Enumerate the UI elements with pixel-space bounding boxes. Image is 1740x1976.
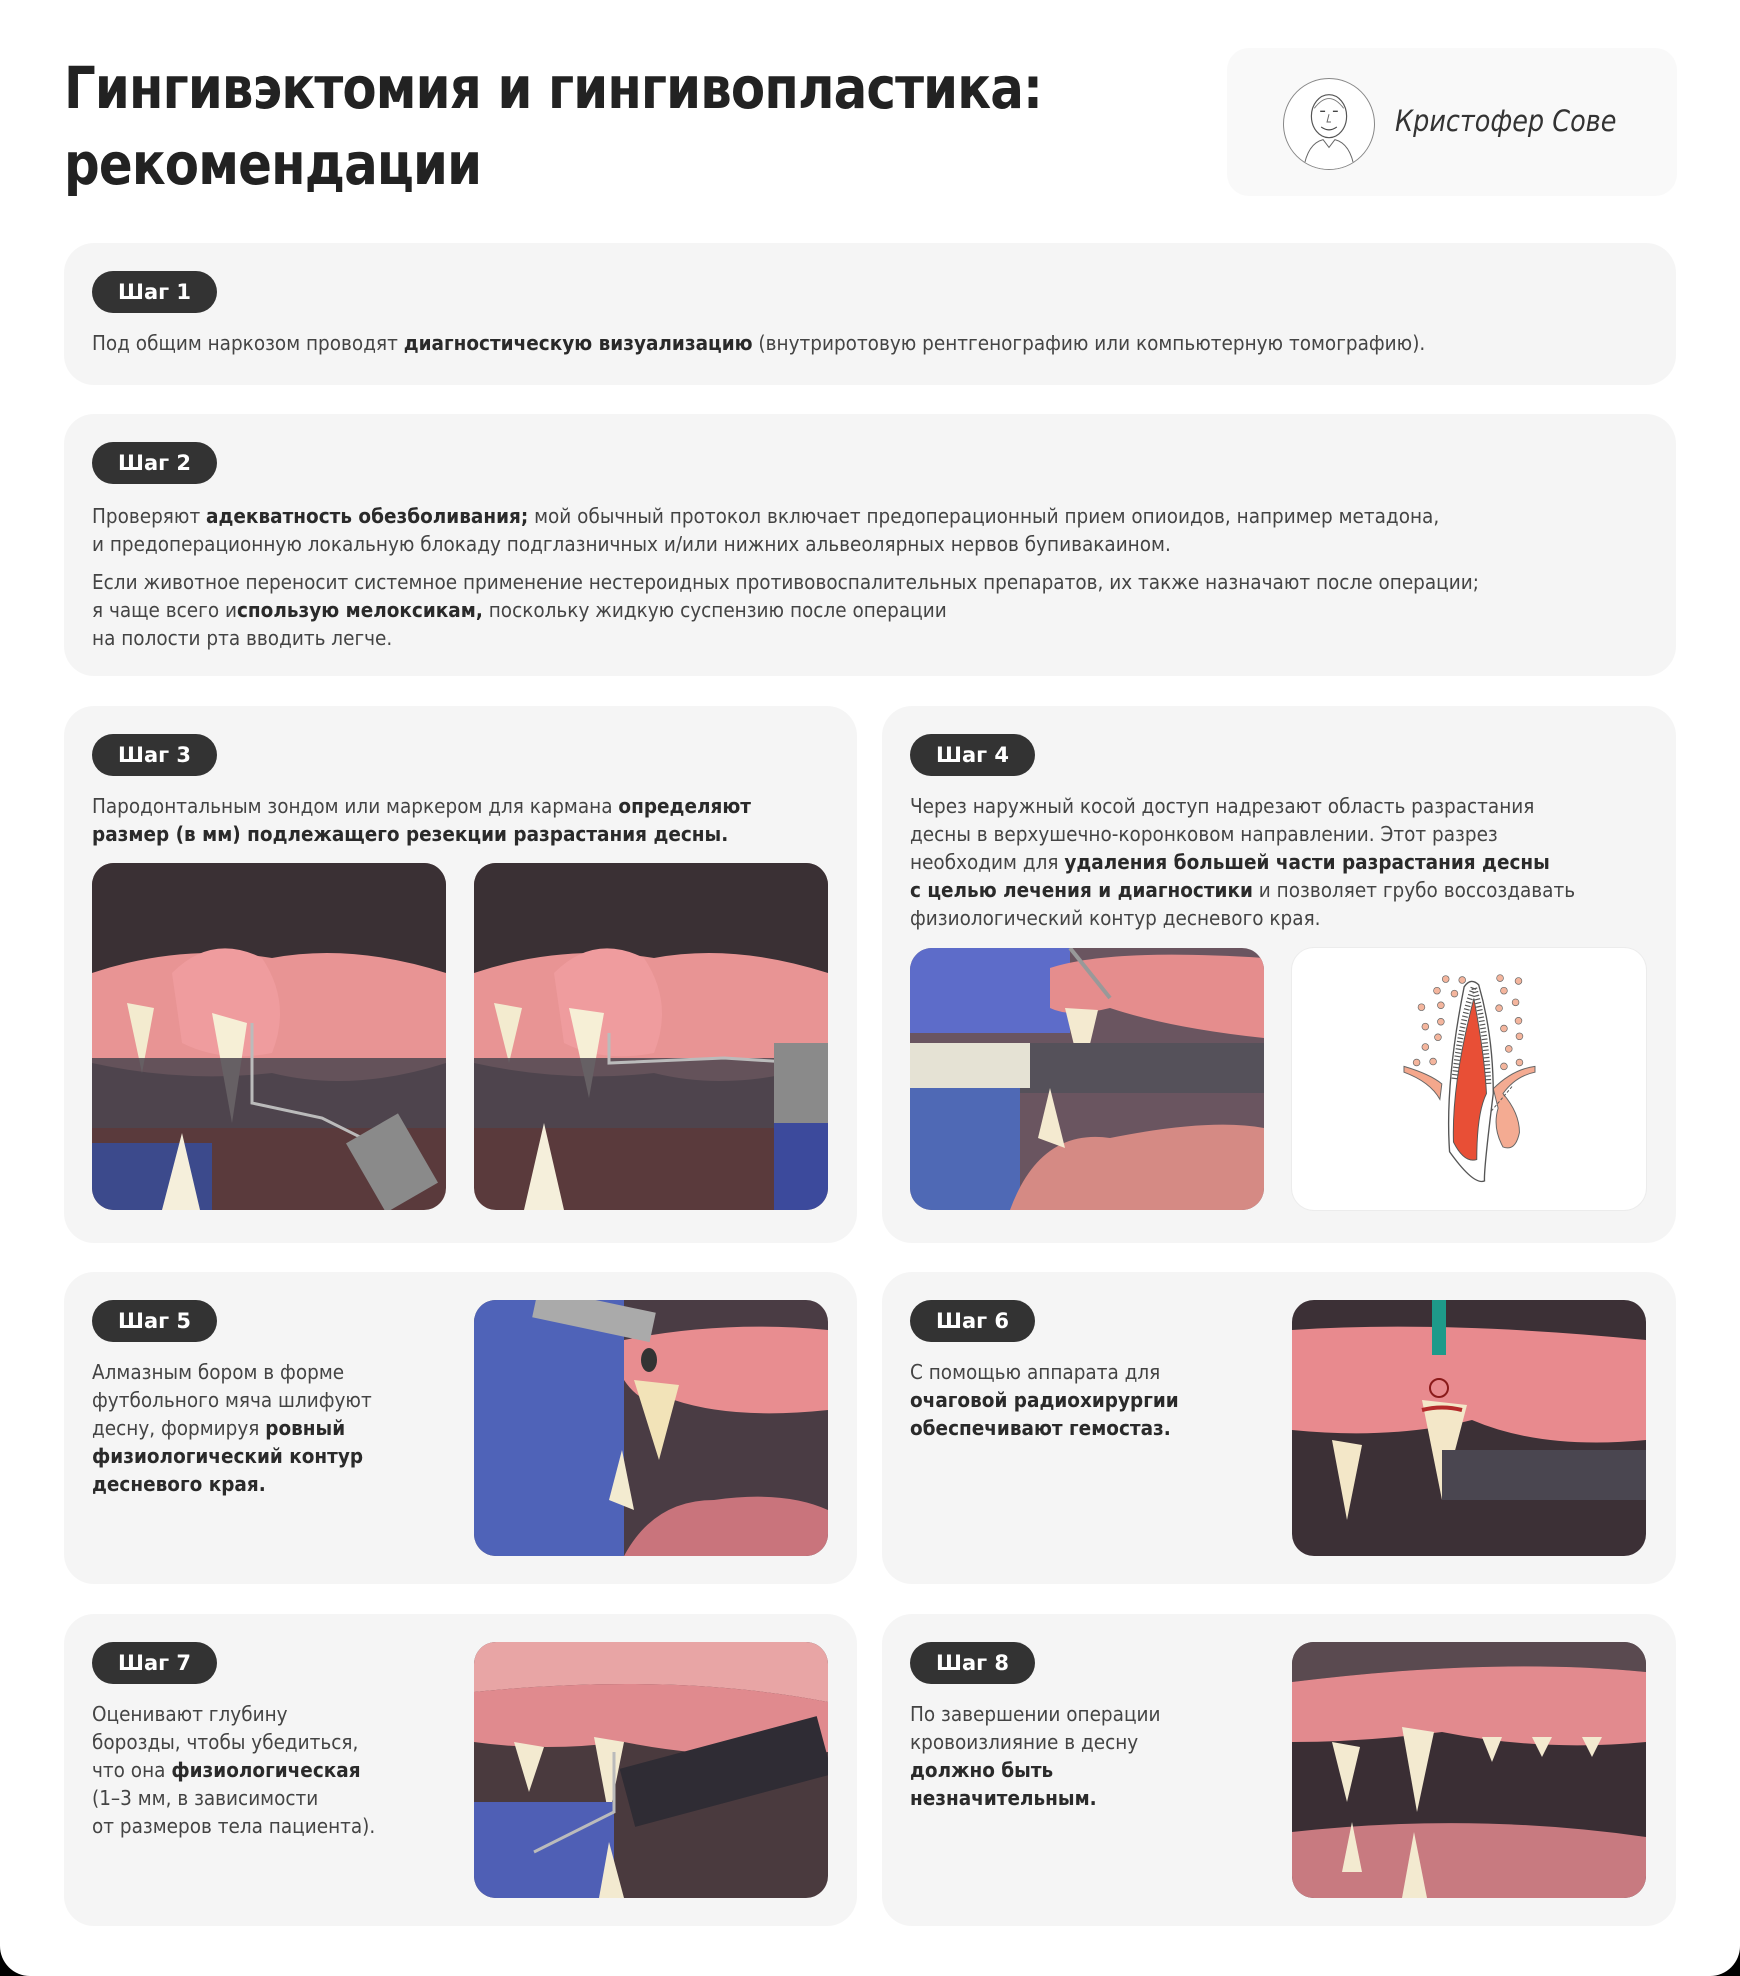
emphasis-text: незначительным. bbox=[910, 1786, 1097, 1810]
step-text bbox=[92, 792, 830, 848]
emphasis-text: удаления большей части разрастания десны bbox=[1064, 850, 1550, 874]
step-text bbox=[92, 329, 1622, 357]
title-line-1: Гингивэктомия и гингивопластика: bbox=[64, 54, 1043, 122]
step-badge: Шаг 1 bbox=[92, 271, 217, 313]
step-paragraph: С помощью аппарата для очаговой радиохирургии обеспечивают гемостаз. bbox=[910, 1360, 1179, 1440]
photo-post-operative-result bbox=[1292, 1642, 1646, 1898]
step-paragraph: По завершении операции кровоизлияние в десну должно быть незначительным. bbox=[910, 1702, 1161, 1810]
emphasis-text: диагностическую визуализацию bbox=[403, 331, 753, 355]
title-line-2: рекомендации bbox=[64, 130, 482, 198]
emphasis-text: очаговой радиохирургии bbox=[910, 1388, 1179, 1412]
step-card-7 bbox=[64, 1614, 857, 1926]
step-badge: Шаг 8 bbox=[910, 1642, 1035, 1684]
step-badge: Шаг 6 bbox=[910, 1300, 1035, 1342]
step-text bbox=[92, 1700, 398, 1840]
step-badge: Шаг 4 bbox=[910, 734, 1035, 776]
step-card-4 bbox=[882, 706, 1676, 1243]
emphasis-text: физиологическая bbox=[171, 1758, 361, 1782]
emphasis-text: обеспечивают гемостаз. bbox=[910, 1416, 1171, 1440]
step-card-5 bbox=[64, 1272, 857, 1584]
step-paragraph: Проверяют адекватность обезболивания; мой обычный протокол включает предоперационный прием опиоидов, например метадона, и предоперационную локальную блокаду подглазничных и/или нижних альвеолярных нервов бупивакаином. bbox=[92, 504, 1440, 556]
step-card-2 bbox=[64, 414, 1676, 676]
photo-scalpel-incision bbox=[910, 948, 1264, 1210]
photo-periodontal-probe-1 bbox=[92, 863, 446, 1210]
emphasis-text: спользую мелоксикам, bbox=[236, 598, 483, 622]
author-avatar-icon bbox=[1283, 78, 1375, 170]
photo-radiosurgery-hemostasis bbox=[1292, 1300, 1646, 1556]
photo-diamond-bur-contouring bbox=[474, 1300, 828, 1556]
diagram-tooth-gingival-incision bbox=[1292, 948, 1646, 1210]
step-paragraph: Алмазным бором в форме футбольного мяча шлифуют десну, формируя ровный физиологический контур десневого края. bbox=[92, 1360, 372, 1496]
page-title bbox=[64, 50, 1053, 202]
step-card-3 bbox=[64, 706, 857, 1243]
step-text bbox=[910, 792, 1648, 932]
step-badge: Шаг 7 bbox=[92, 1642, 217, 1684]
author-name: Кристофер Сове bbox=[1395, 104, 1617, 138]
step-badge: Шаг 5 bbox=[92, 1300, 217, 1342]
emphasis-text: адекватность обезболивания; bbox=[206, 504, 529, 528]
photo-periodontal-probe-2 bbox=[474, 863, 828, 1210]
photo-sulcus-depth-probe bbox=[474, 1642, 828, 1898]
step-text bbox=[92, 1358, 398, 1498]
author-card bbox=[1227, 48, 1677, 196]
emphasis-text: физиологический контур bbox=[92, 1444, 364, 1468]
step-badge: Шаг 3 bbox=[92, 734, 217, 776]
step-badge: Шаг 2 bbox=[92, 442, 217, 484]
step-card-6 bbox=[882, 1272, 1676, 1584]
emphasis-text: десневого края. bbox=[92, 1472, 266, 1496]
step-paragraph: Оценивают глубину борозды, чтобы убедиться, что она физиологическая (1–3 мм, в зависимости от размеров тела пациента). bbox=[92, 1702, 376, 1838]
emphasis-text: должно быть bbox=[910, 1758, 1054, 1782]
emphasis-text: размер (в мм) подлежащего резекции разрастания десны. bbox=[92, 822, 729, 846]
step-card-8 bbox=[882, 1614, 1676, 1926]
step-text bbox=[910, 1358, 1216, 1442]
step-paragraph: Если животное переносит системное применение нестероидных противовоспалительных препаратов, их также назначают после операции; я чаще всего использую мелоксикам, поскольку жидкую суспензию после операции на полости рта вводить легче. bbox=[92, 570, 1479, 650]
step-text bbox=[910, 1700, 1216, 1812]
step-paragraph: Пародонтальным зондом или маркером для кармана определяют размер (в мм) подлежащего резекции разрастания десны. bbox=[92, 794, 751, 846]
step-text bbox=[92, 502, 1622, 652]
emphasis-text: с целью лечения и диагностики bbox=[910, 878, 1253, 902]
emphasis-text: определяют bbox=[618, 794, 751, 818]
emphasis-text: ровный bbox=[265, 1416, 346, 1440]
step-card-1 bbox=[64, 243, 1676, 385]
step-paragraph: Под общим наркозом проводят диагностическую визуализацию (внутриротовую рентгенографию или компьютерную томографию). bbox=[92, 331, 1426, 355]
step-paragraph: Через наружный косой доступ надрезают область разрастания десны в верхушечно-коронковом направлении. Этот разрез необходим для удаления большей части разрастания десны с целью лечения и диагностики и позволяет грубо воссоздавать физиологический контур десневого края. bbox=[910, 794, 1576, 930]
